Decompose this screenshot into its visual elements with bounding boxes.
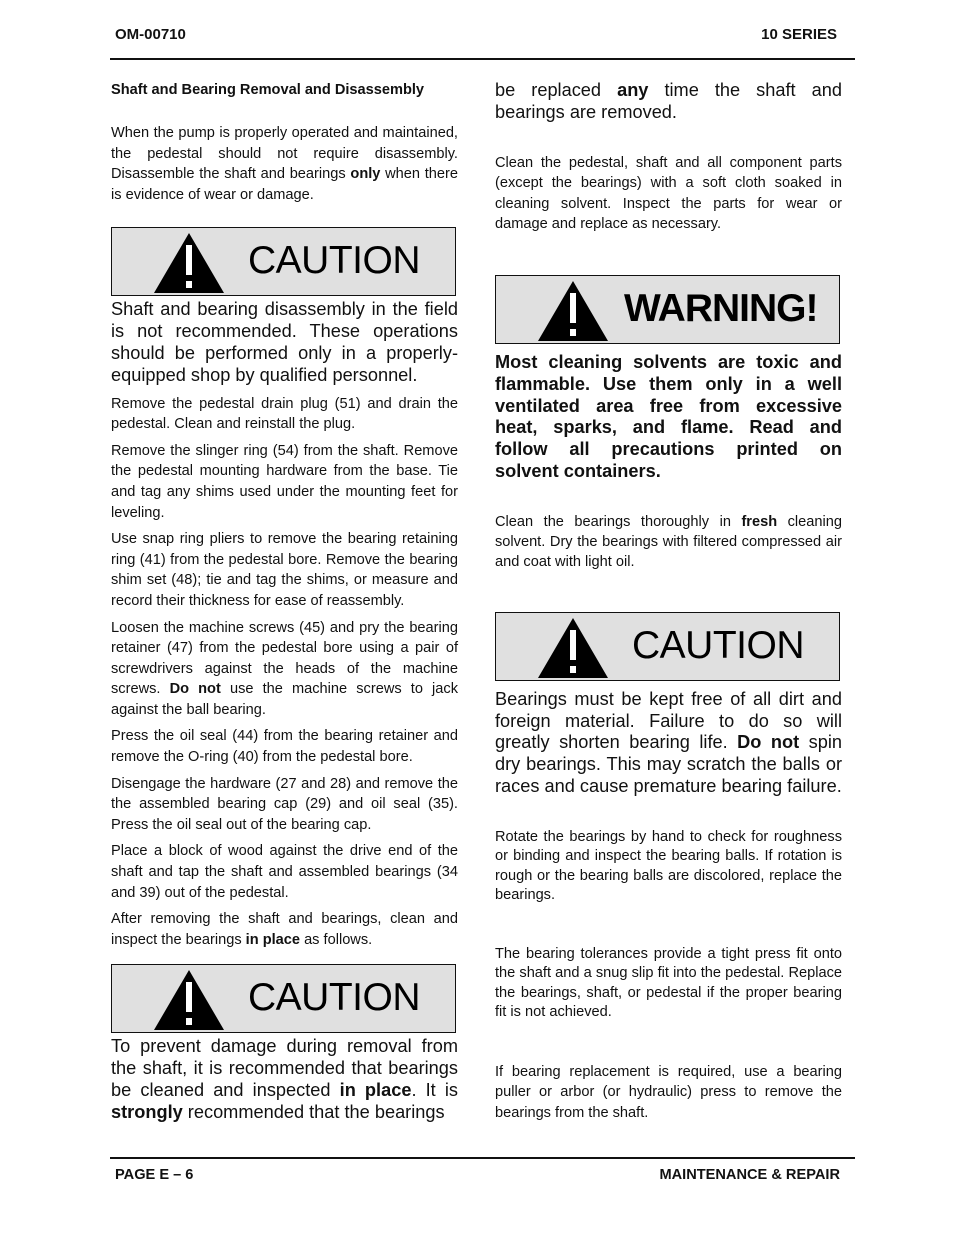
- warning-box: [495, 275, 840, 344]
- bearing-cleaning-paragraph: Clean the bearings thoroughly in fresh cleaning solvent. Dry the bearings with filtered compressed air and coat with light oil.: [495, 513, 842, 570]
- step-paragraph: Remove the slinger ring (54) from the shaft. Remove the pedestal mounting hardware from the base. Tie and tag any shims used under the mounting feet for leveling.: [111, 442, 458, 521]
- caution-label: CAUTION: [248, 976, 420, 1020]
- intro-paragraph: When the pump is properly operated and maintained, the pedestal should not require disassembly. Disassemble the shaft and bearings only when there is evidence of wear or damage.: [111, 125, 458, 203]
- exclamation-triangle-icon: [536, 616, 610, 680]
- warning-text: Most cleaning solvents are toxic and flammable. Use them only in a well ventilated area free from excessive heat, sparks, and flame. Read and follow all precautions printed on solvent containers.: [495, 351, 842, 481]
- tolerance-paragraph: The bearing tolerances provide a tight press fit onto the shaft and a snug slip fit into the pedestal. Replace the bearings, shaft, or pedestal if the proper bearing fit is not achieved.: [495, 945, 842, 1021]
- step-paragraph: Use snap ring pliers to remove the bearing retaining ring (41) from the pedestal bore. Remove the bearing shim set (48); tie and tag the shims, or measure and record their thickness for ease of reassembly.: [111, 531, 458, 609]
- cleaning-paragraph: Clean the pedestal, shaft and all component parts (except the bearings) with a soft cloth soaked in cleaning solvent. Inspect the parts for wear or damage and replace as necessary.: [495, 154, 842, 233]
- page-number: PAGE E – 6: [115, 1167, 194, 1183]
- footer-rule: [110, 1157, 855, 1159]
- caution-label: CAUTION: [248, 239, 420, 283]
- series-label: 10 SERIES: [761, 26, 837, 43]
- caution-text: To prevent damage during removal from the shaft, it is recommended that bearings be cleaned and inspected in place. It is strongly recommended that the bearings: [111, 1036, 458, 1122]
- header-rule: [110, 58, 855, 60]
- exclamation-triangle-icon: [152, 231, 226, 295]
- doc-number: OM-00710: [115, 26, 186, 43]
- caution-box: [111, 964, 456, 1033]
- inspection-paragraph: Rotate the bearings by hand to check for roughness or binding and inspect the bearing balls. If rotation is rough or the bearing balls are discolored, replace the bearings.: [495, 828, 842, 904]
- step-paragraph: After removing the shaft and bearings, clean and inspect the bearings in place as follows.: [111, 911, 458, 948]
- replacement-paragraph: If bearing replacement is required, use a bearing puller or arbor (or hydraulic) press to remove the bearings from the shaft.: [495, 1063, 842, 1121]
- step-paragraph: Loosen the machine screws (45) and pry the bearing retainer (47) from the pedestal bore using a pair of screwdrivers against the heads of the machine screws. Do not use the machine screws to jack against the ball bearing.: [111, 619, 459, 718]
- step-paragraph: Press the oil seal (44) from the bearing retainer and remove the O-ring (40) from the pedestal bore.: [111, 728, 458, 766]
- left-column: [111, 82, 458, 1124]
- continued-caution-text: be replaced any time the shaft and bearings are removed.: [495, 80, 842, 122]
- caution-label: CAUTION: [632, 623, 804, 667]
- warning-label: WARNING!: [624, 286, 818, 330]
- section-title: Shaft and Bearing Removal and Disassembly: [111, 82, 425, 98]
- caution-box: [111, 227, 456, 296]
- caution-text: Bearings must be kept free of all dirt and foreign material. Failure to do so will greatly shorten bearing life. Do not spin dry bearings. This may scratch the balls or races and cause premature bearing failure.: [495, 688, 842, 796]
- exclamation-triangle-icon: [152, 968, 226, 1032]
- step-paragraph: Place a block of wood against the drive end of the shaft and tap the shaft and assembled bearings (34 and 39) out of the pedestal.: [111, 843, 458, 901]
- section-name: MAINTENANCE & REPAIR: [659, 1167, 840, 1183]
- right-column: [495, 80, 842, 1124]
- caution-box: [495, 612, 840, 681]
- step-paragraph: Remove the pedestal drain plug (51) and drain the pedestal. Clean and reinstall the plug.: [111, 395, 458, 433]
- step-paragraph: Disengage the hardware (27 and 28) and remove the the assembled bearing cap (29) and oil seal (35). Press the oil seal out of the bearing cap.: [111, 775, 458, 833]
- exclamation-triangle-icon: [536, 279, 610, 343]
- caution-text: Shaft and bearing disassembly in the field is not recommended. These operations should be performed only in a properly-equipped shop by qualified personnel.: [111, 299, 458, 385]
